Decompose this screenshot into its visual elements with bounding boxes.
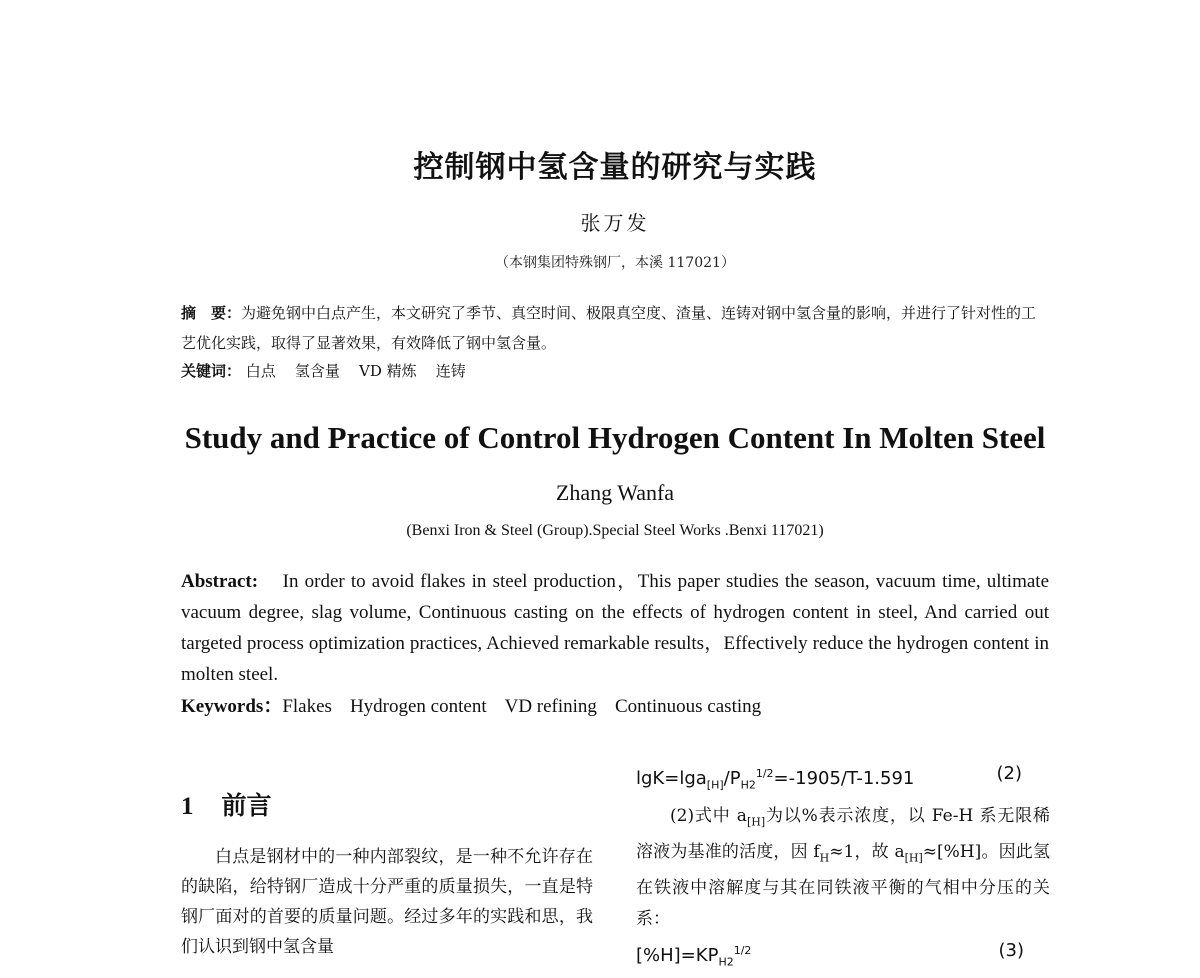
right-column (636, 758, 1050, 978)
english-keyword: VD refining (504, 696, 597, 717)
section-number: 1 (181, 793, 194, 820)
equation-2 (636, 758, 1050, 801)
english-title: Study and Practice of Control Hydrogen Content In Molten Steel (184, 420, 1046, 455)
equation-3-body: $[\%H]=KP_{H2}^{1/2}$ (636, 944, 752, 969)
equation-2-label: (2) (996, 763, 1022, 784)
chinese-affiliation: （本钢集团特殊钢厂，本溪 117021） (495, 255, 735, 271)
english-keywords-label: Keywords： (181, 696, 283, 717)
chinese-title: 控制钢中氢含量的研究与实践 (413, 150, 817, 185)
equation-3-label: (3) (998, 940, 1024, 962)
equation-explanation: (2)式中 $a_{[H]}$为以%表示浓度，以 Fe-H 系无限稀溶液为基准的活度，因 $f_H\approx 1$，故 $a_{[H]}\approx[\%H]$。因此氢在铁液中溶解度与其在同铁液平衡的气相中分压的关系： (636, 805, 1050, 930)
section-paragraph: 白点是钢材中的一种内部裂纹，是一种不允许存在的缺陷，给特钢厂造成十分严重的质量损失，一直是特钢厂面对的首要的质量问题。经过多年的实践和思，我们认识到钢中氢含量 (181, 847, 593, 957)
chinese-author: 张万发 (580, 211, 650, 235)
chinese-keyword: VD 精炼 (358, 362, 417, 380)
equation-2-body: $\lg K=\lg a_{[H]}/P_{H2}^{1/2}=-1905/T-1.591$ (636, 767, 915, 792)
english-abstract-text: In order to avoid flakes in steel production，This paper studies the season, vacuum time, ultimate vacuum degree, slag volume, Continuous casting on the effects of hydrogen content in steel, And carried out targeted process optimization practices, Achieved remarkable results，Effectively reduce the hydrogen content in molten steel. (181, 571, 1050, 685)
english-abstract (181, 566, 1049, 690)
chinese-abstract (181, 298, 1049, 358)
section-title: 前言 (221, 791, 272, 820)
chinese-abstract-label: 摘 要： (181, 304, 242, 322)
chinese-keywords (181, 358, 1049, 384)
english-keyword: Flakes (282, 696, 332, 717)
chinese-keyword: 白点 (245, 362, 276, 380)
chinese-abstract-text: 为避免钢中白点产生，本文研究了季节、真空时间、极限真空度、渣量、连铸对钢中氢含量的影响，并进行了针对性的工艺优化实践，取得了显著效果，有效降低了钢中氢含量。 (181, 304, 1037, 352)
english-keyword: Hydrogen content (349, 696, 487, 717)
english-affiliation: (Benxi Iron & Steel (Group).Special Steel Works .Benxi 117021) (406, 522, 824, 539)
english-keywords (181, 693, 1049, 721)
chinese-keywords-label: 关键词： (181, 362, 242, 380)
chinese-keyword: 连铸 (435, 362, 466, 380)
equation-3 (636, 935, 1050, 978)
section-heading (181, 786, 272, 822)
english-author: Zhang Wanfa (555, 480, 675, 505)
english-keyword: Continuous casting (614, 696, 762, 717)
english-abstract-label: Abstract: (181, 571, 259, 592)
chinese-keyword: 氢含量 (294, 362, 340, 380)
